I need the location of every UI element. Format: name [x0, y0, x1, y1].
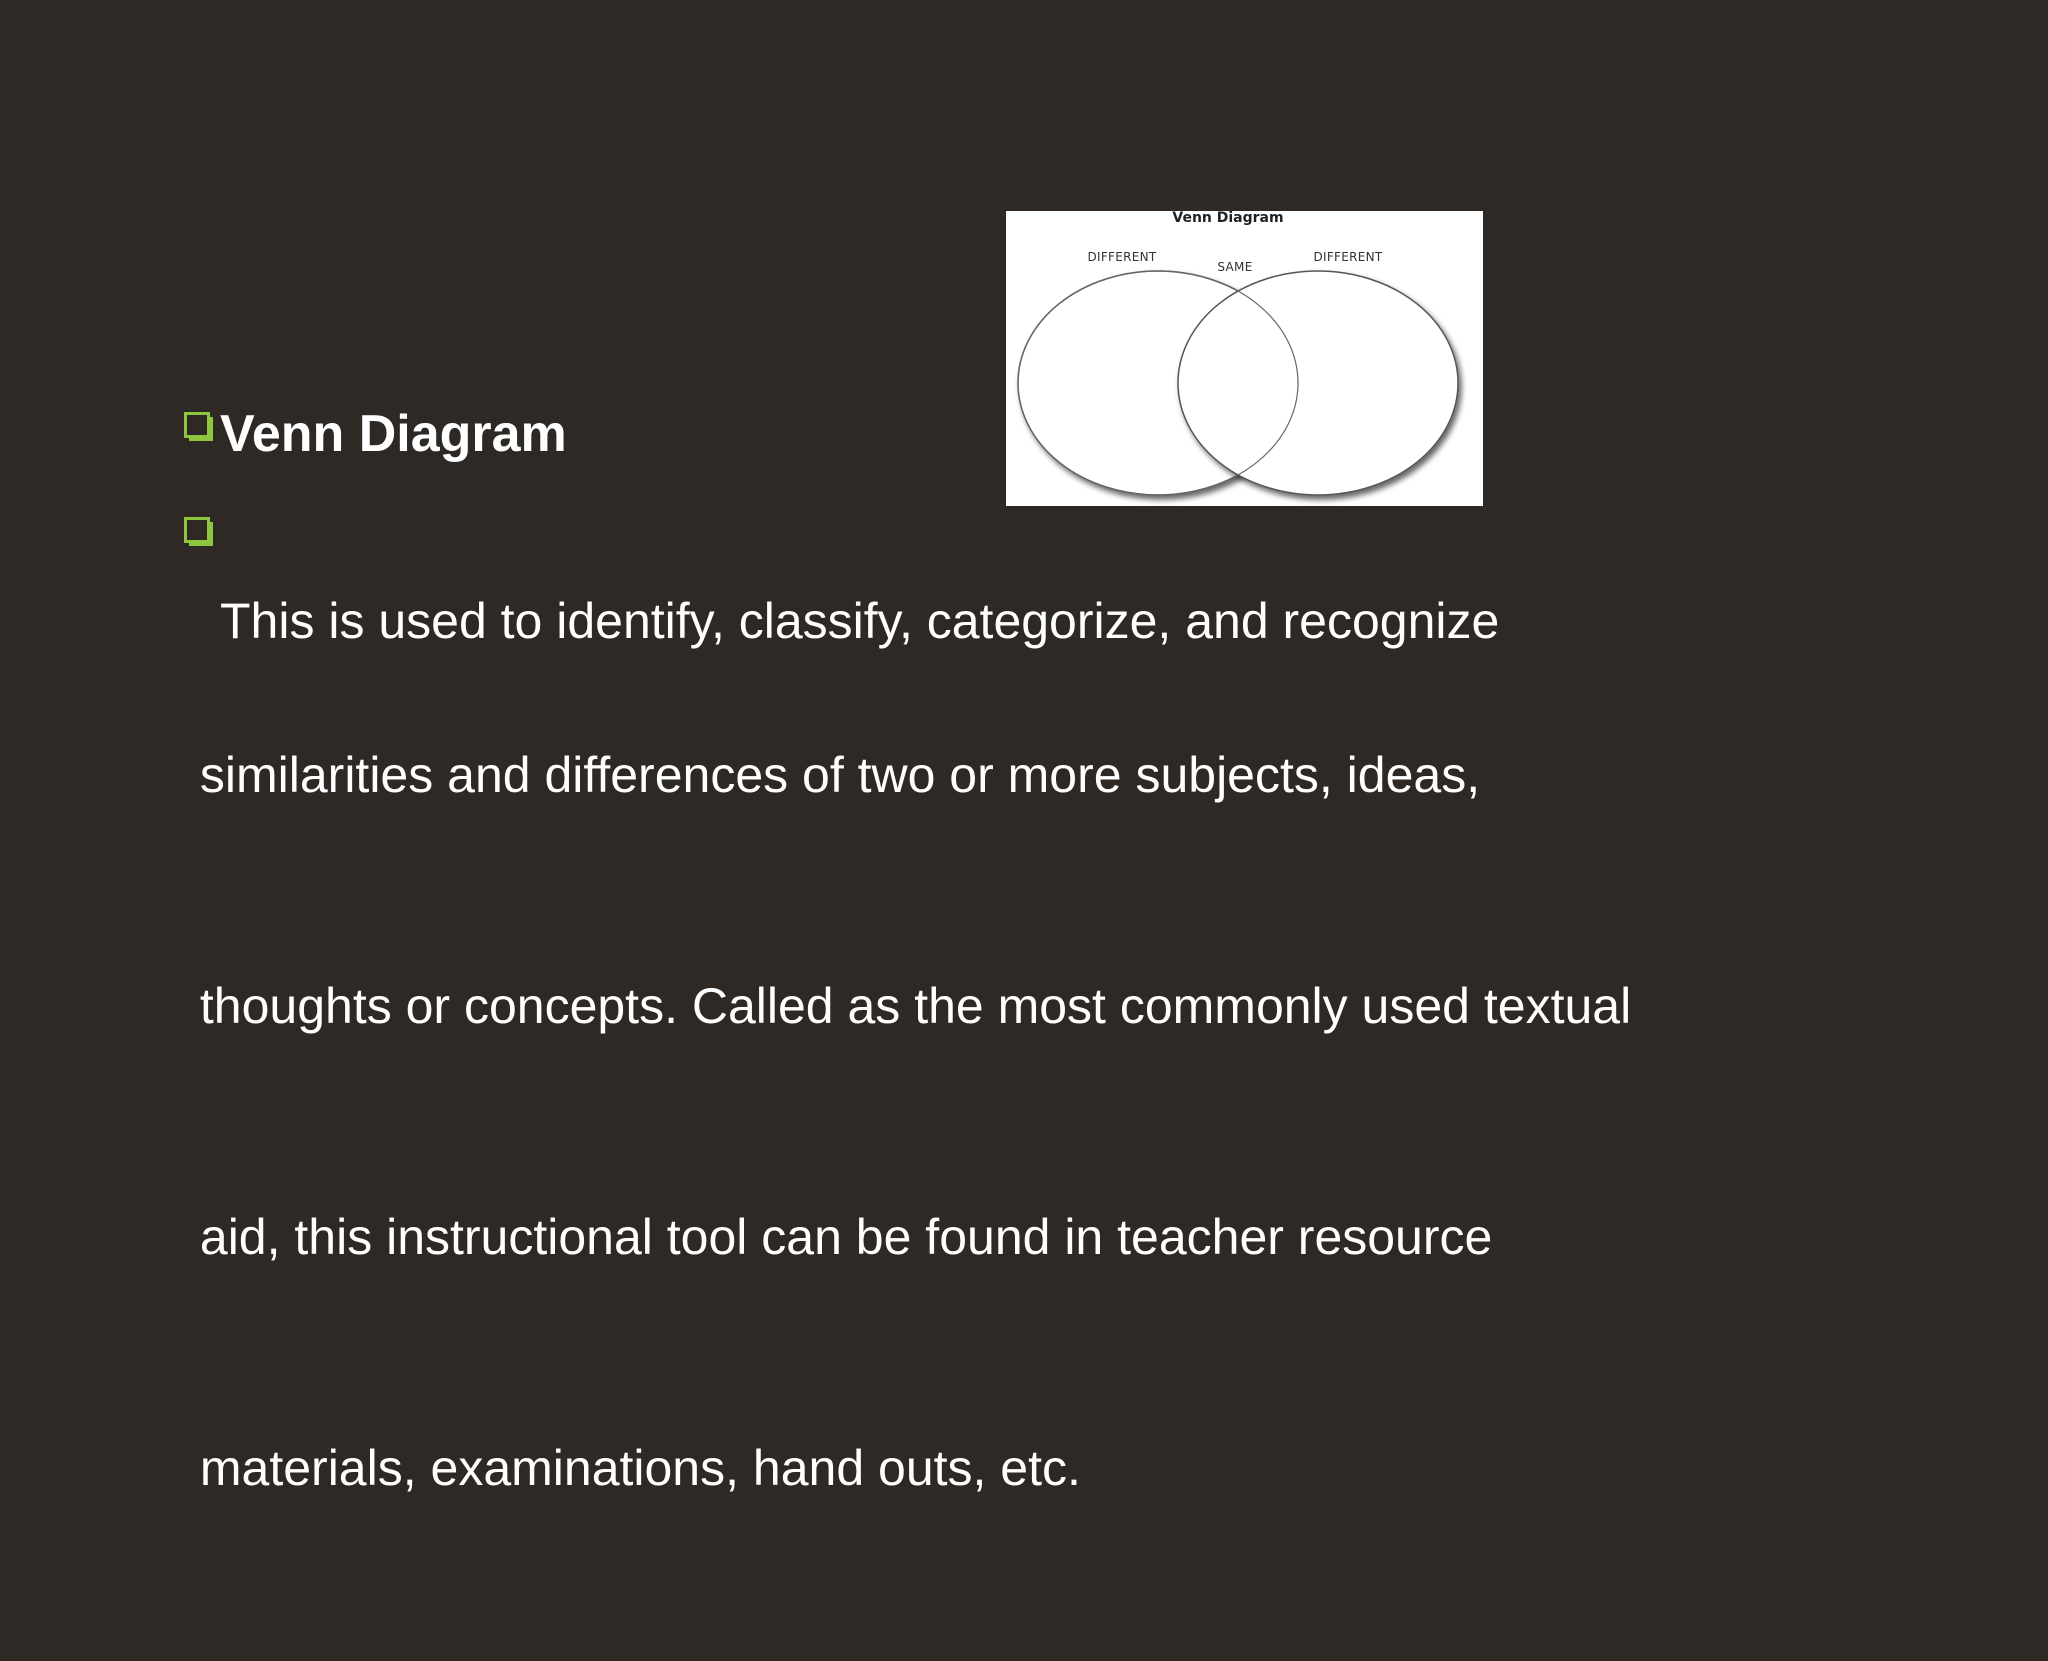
venn-diagram-graphic	[1006, 211, 1483, 506]
body-line-2: similarities and differences of two or more subjects, ideas,	[186, 747, 1481, 803]
body-line-1: This is used to identify, classify, categorize, and recognize	[220, 593, 1500, 649]
venn-title: Venn Diagram	[1172, 211, 1284, 226]
venn-diagram-image	[1006, 211, 1483, 506]
venn-right-circle	[1178, 271, 1458, 495]
slide-heading: Venn Diagram	[220, 405, 567, 463]
body-line-3: thoughts or concepts. Called as the most commonly used textual	[186, 978, 1632, 1034]
venn-center-label: SAME	[1217, 260, 1253, 274]
checkbox-square-icon	[184, 412, 214, 442]
venn-left-label: DIFFERENT	[1087, 250, 1157, 264]
body-line-5: materials, examinations, hand outs, etc.	[186, 1440, 1081, 1496]
body-continuation	[186, 583, 1631, 1661]
heading-bullet	[184, 402, 567, 466]
venn-right-label: DIFFERENT	[1313, 250, 1383, 264]
checkbox-square-icon	[184, 517, 214, 547]
body-line-4: aid, this instructional tool can be found in teacher resource	[186, 1209, 1493, 1265]
